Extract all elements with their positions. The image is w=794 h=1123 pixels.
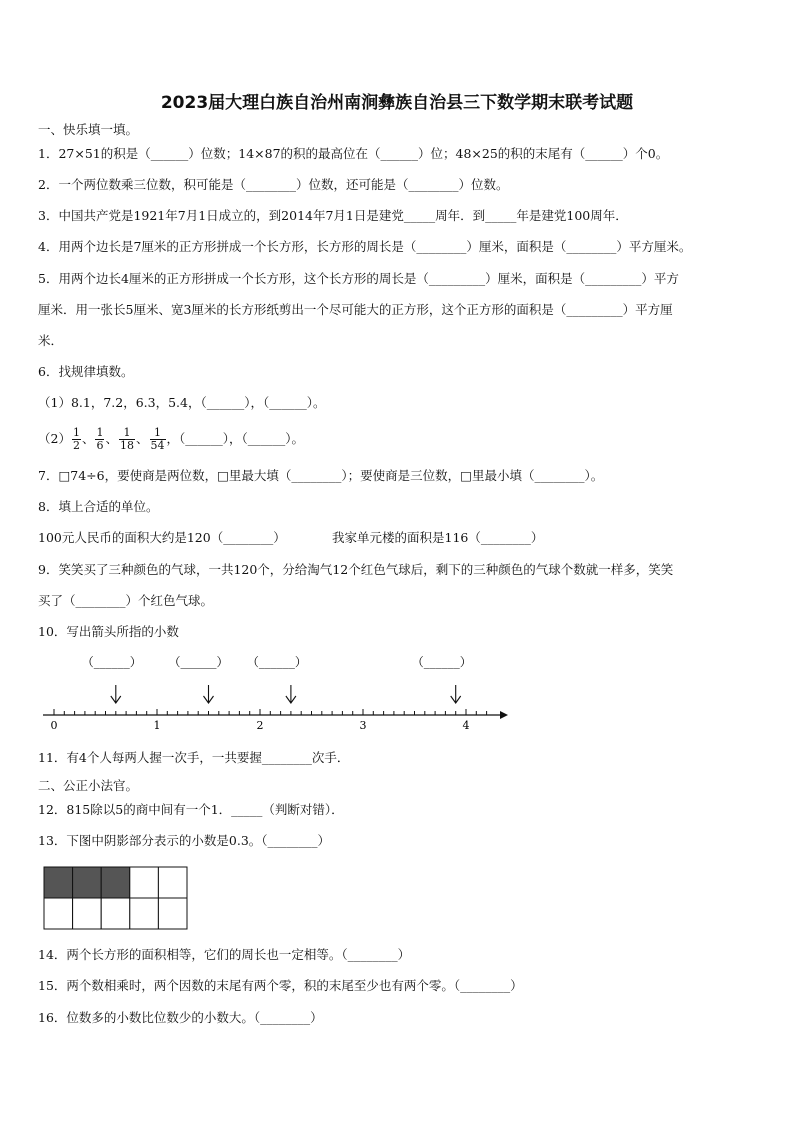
grid-cell xyxy=(130,867,159,898)
grid-cell xyxy=(101,898,130,929)
answer-blank[interactable]: （______） xyxy=(411,655,472,669)
shaded-grid-figure xyxy=(43,866,189,930)
grid-cell xyxy=(158,898,187,929)
q6-2-prefix: （2） xyxy=(38,431,71,446)
question-9-line-2: 买了（________）个红色气球。 xyxy=(38,593,214,608)
question-5-line-2: 厘米．用一张长5厘米、宽3厘米的长方形纸剪出一个尽可能大的正方形，这个正方形的面积是（_________）平方厘 xyxy=(38,302,673,317)
tick-label: 2 xyxy=(256,719,264,732)
answer-blank[interactable]: （______） xyxy=(81,655,142,669)
question-10: 10．写出箭头所指的小数 xyxy=(38,624,179,639)
number-line-arrowhead xyxy=(500,711,508,719)
question-3: 3．中国共产党是1921年7月1日成立的，到2014年7月1日是建党_____周年．到_____年是建党100周年． xyxy=(38,208,628,223)
question-6-part-1: （1）8.1，7.2，6.3，5.4，（______），（______）。 xyxy=(38,395,326,410)
tick-label: 0 xyxy=(50,719,58,732)
fraction-1: $\frac{1}{2}$ xyxy=(72,426,80,452)
grid-cell xyxy=(73,898,102,929)
grid-cell xyxy=(44,898,73,929)
tick-label: 4 xyxy=(462,719,470,732)
fraction-2: $\frac{1}{6}$ xyxy=(96,426,104,452)
shaded-cell xyxy=(44,867,73,898)
tick-label: 1 xyxy=(153,719,161,732)
shaded-cell xyxy=(101,867,130,898)
question-13: 13．下图中阴影部分表示的小数是0.3。（________） xyxy=(38,833,331,848)
question-12: 12．815除以5的商中间有一个1．_____（判断对错）． xyxy=(38,802,344,817)
question-4: 4．用两个边长是7厘米的正方形拼成一个长方形，长方形的周长是（________）厘米，面积是（________）平方厘米。 xyxy=(38,239,692,254)
question-15: 15．两个数相乘时，两个因数的末尾有两个零，积的末尾至少也有两个零。（________） xyxy=(38,978,523,993)
tick-label: 3 xyxy=(359,719,367,732)
question-8: 8．填上合适的单位。 xyxy=(38,499,159,514)
question-11: 11．有4个人每两人握一次手，一共要握________次手． xyxy=(38,750,350,765)
grid-cell xyxy=(130,898,159,929)
question-9-line-1: 9．笑笑买了三种颜色的气球，一共120个，分给淘气12个红色气球后，剩下的三种颜色的气球个数就一样多，笑笑 xyxy=(38,562,674,577)
question-8-part-a: 100元人民币的面积大约是120（________） xyxy=(38,530,286,545)
number-line xyxy=(38,650,518,740)
q6-2-suffix: ，（______），（______）。 xyxy=(166,431,305,446)
answer-blank[interactable]: （______） xyxy=(246,655,307,669)
down-arrow-icon xyxy=(204,685,214,703)
fraction-3: $\frac{1}{18}$ xyxy=(119,426,134,452)
question-8-part-b: 我家单元楼的面积是116（________） xyxy=(332,530,544,545)
question-7: 7．□74÷6，要使商是两位数，□里最大填（________）；要使商是三位数，□里最小填（________）。 xyxy=(38,468,604,483)
section-heading-1: 一、快乐填一填。 xyxy=(38,122,139,137)
question-6: 6．找规律填数。 xyxy=(38,364,134,379)
shaded-cell xyxy=(73,867,102,898)
fraction-4: $\frac{1}{54}$ xyxy=(150,426,165,452)
section-heading-2: 二、公正小法官。 xyxy=(38,778,139,793)
question-16: 16．位数多的小数比位数少的小数大。（________） xyxy=(38,1010,323,1025)
question-14: 14．两个长方形的面积相等，它们的周长也一定相等。（________） xyxy=(38,947,411,962)
question-6-part-2: （2） $\frac{1}{2}$ 、 $\frac{1}{6}$ 、 $\frac{1}{18}$ 、 $\frac{1}{54}$ ，（______），（______）。 xyxy=(38,426,305,452)
question-2: 2．一个两位数乘三位数，积可能是（________）位数，还可能是（________）位数。 xyxy=(38,177,509,192)
question-1: 1．27×51的积是（______）位数；14×87的积的最高位在（______）位；48×25的积的末尾有（______）个0。 xyxy=(38,146,669,161)
answer-blank[interactable]: （______） xyxy=(168,655,229,669)
grid-cell xyxy=(158,867,187,898)
question-5-line-1: 5．用两个边长4厘米的正方形拼成一个长方形，这个长方形的周长是（_________）厘米，面积是（_________）平方 xyxy=(38,271,679,286)
page-title: 2023届大理白族自治州南涧彝族自治县三下数学期末联考试题 xyxy=(160,93,634,113)
down-arrow-icon xyxy=(451,685,461,703)
down-arrow-icon xyxy=(286,685,296,703)
down-arrow-icon xyxy=(111,685,121,703)
question-5-line-3: 米． xyxy=(38,333,64,348)
